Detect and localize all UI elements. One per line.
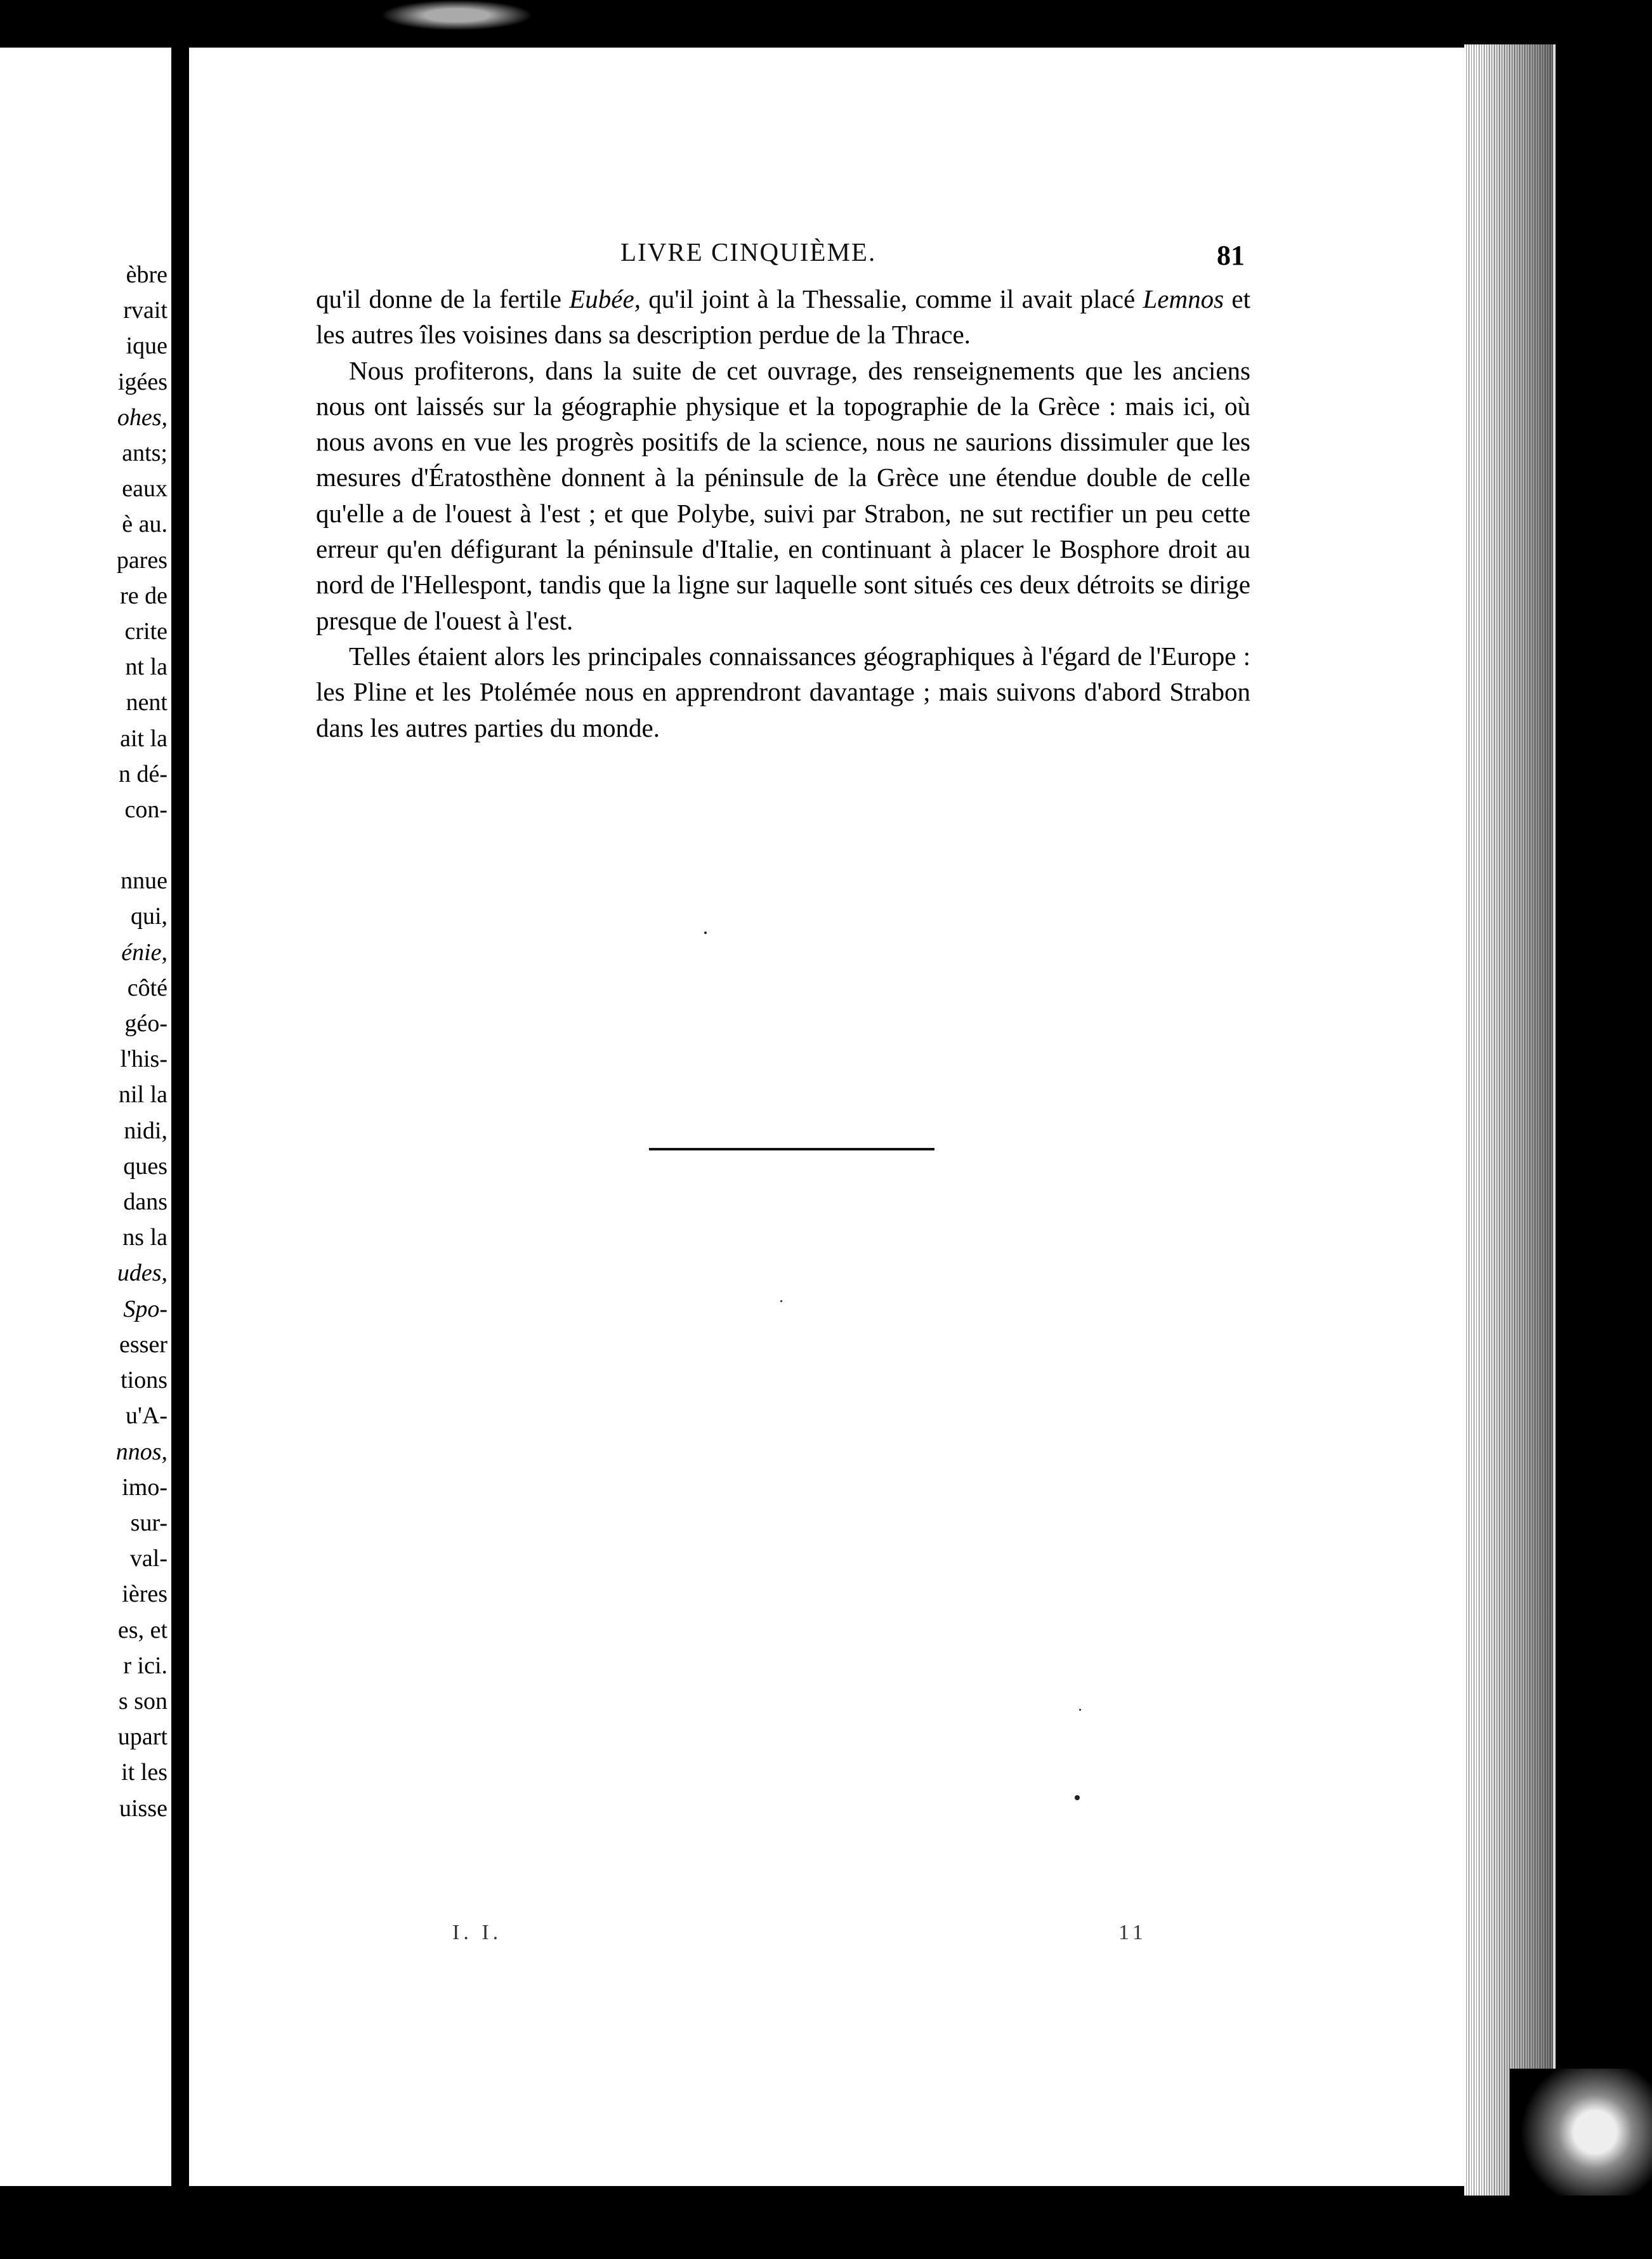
left-page-line: è au. xyxy=(122,511,167,538)
left-page-line: dans xyxy=(123,1189,167,1216)
left-page-line: Spo- xyxy=(123,1295,167,1322)
left-page-line: crite xyxy=(124,618,167,645)
left-page-line: con- xyxy=(124,796,167,824)
left-page-line: uisse xyxy=(119,1795,167,1822)
paragraph-1-text: et les autres îles voisines dans sa description perdue de la Thrace. xyxy=(316,284,1250,350)
left-page-line: ques xyxy=(123,1152,167,1180)
place-name-lemnos: Lemnos xyxy=(1143,284,1224,313)
paragraph-1 xyxy=(316,281,1250,353)
left-page xyxy=(0,48,171,2186)
body-text xyxy=(316,281,1250,746)
left-page-line: énie, xyxy=(121,939,167,966)
left-page-line: es, et xyxy=(117,1616,167,1643)
left-page-line: ières xyxy=(122,1581,167,1608)
left-page-line: nidi, xyxy=(124,1117,167,1144)
left-page-line: udes, xyxy=(117,1260,167,1287)
left-page-line: ants; xyxy=(122,440,167,467)
signature-mark-left: I. I. xyxy=(452,1921,502,1944)
left-page-line: nil la xyxy=(118,1081,167,1109)
left-page-line: ohes, xyxy=(117,404,167,431)
left-page-line: nnue xyxy=(121,867,167,895)
page-edge-damage xyxy=(381,0,533,30)
left-page-line: esser xyxy=(119,1331,167,1358)
left-page-line: ait la xyxy=(120,725,167,752)
corner-damage xyxy=(1510,2069,1652,2196)
right-page xyxy=(189,48,1464,2186)
signature-mark-right: 11 xyxy=(1118,1921,1147,1944)
book-page-edges xyxy=(1464,44,1556,2196)
place-name-eubee: Eubée, xyxy=(569,284,641,313)
left-page-line: r ici. xyxy=(123,1652,167,1679)
left-page-line: upart xyxy=(117,1723,167,1751)
left-page-line: qui, xyxy=(130,903,167,930)
left-page-line: ns la xyxy=(122,1224,167,1251)
left-page-line: n dé- xyxy=(118,760,167,787)
left-page-line: imo- xyxy=(122,1473,167,1501)
left-page-line: tions xyxy=(121,1367,167,1394)
paper-speck xyxy=(704,932,707,934)
left-page-line: géo- xyxy=(124,1010,167,1037)
paragraph-1-text: qu'il donne de la fertile xyxy=(316,284,570,313)
left-page-line: eaux xyxy=(122,475,167,503)
left-page-line: val- xyxy=(129,1545,167,1572)
left-page-line: èbre xyxy=(126,261,167,288)
left-page-line: nent xyxy=(126,689,167,716)
left-page-line: igées xyxy=(117,368,167,395)
left-page-line: sur- xyxy=(130,1509,167,1536)
left-page-line: nt la xyxy=(125,654,167,681)
paper-speck xyxy=(1079,1709,1081,1711)
paragraph-1-text: qu'il joint à la Thessalie, comme il avait placé xyxy=(640,284,1143,313)
left-page-line: côté xyxy=(127,974,167,1001)
left-page-blank-line xyxy=(0,827,171,863)
paragraph-3: Telles étaient alors les principales connaissances géographiques à l'égard de l'Europe : les Pline et les Ptolémée nous en apprendront davantage ; mais suivons d'abord Strabon dans les autres parties du monde. xyxy=(316,641,1250,742)
left-page-line: rvait xyxy=(123,297,167,324)
left-page-line: it les xyxy=(121,1759,167,1786)
left-page-line: l'his- xyxy=(120,1046,167,1073)
book-gutter xyxy=(171,48,189,2186)
page-number: 81 xyxy=(1217,240,1245,271)
left-page-text-column xyxy=(0,257,171,1826)
left-page-line: re de xyxy=(120,582,167,609)
paper-speck xyxy=(1075,1795,1080,1800)
left-page-line: ique xyxy=(126,333,167,360)
running-head: LIVRE CINQUIÈME. xyxy=(620,237,877,267)
section-end-rule xyxy=(649,1148,934,1150)
page-header xyxy=(189,237,1464,275)
left-page-line: nnos, xyxy=(115,1438,167,1465)
left-page-line: pares xyxy=(116,546,167,574)
left-page-line: s son xyxy=(118,1687,167,1715)
left-page-line: u'A- xyxy=(126,1402,167,1430)
paragraph-2: Nous profiterons, dans la suite de cet ouvrage, des renseignements que les anciens nous ont laissés sur la géographie physique et la topographie de la Grèce : mais ici, où nous avons en vue les progrès positifs de la science, nous ne saurions dissimuler que les mesures d'Ératosthène donnent à la péninsule de la Grèce une étendue double de celle qu'elle a de l'ouest à l'est ; et que Polybe, suivi par Strabon, ne sut rectifier un peu cette erreur qu'en défigurant la péninsule d'Italie, en continuant à placer le Bosphore droit au nord de l'Hellespont, tandis que la ligne sur laquelle sont situés ces deux détroits se dirige presque de l'ouest à l'est. xyxy=(316,355,1250,635)
paper-speck xyxy=(780,1300,782,1302)
